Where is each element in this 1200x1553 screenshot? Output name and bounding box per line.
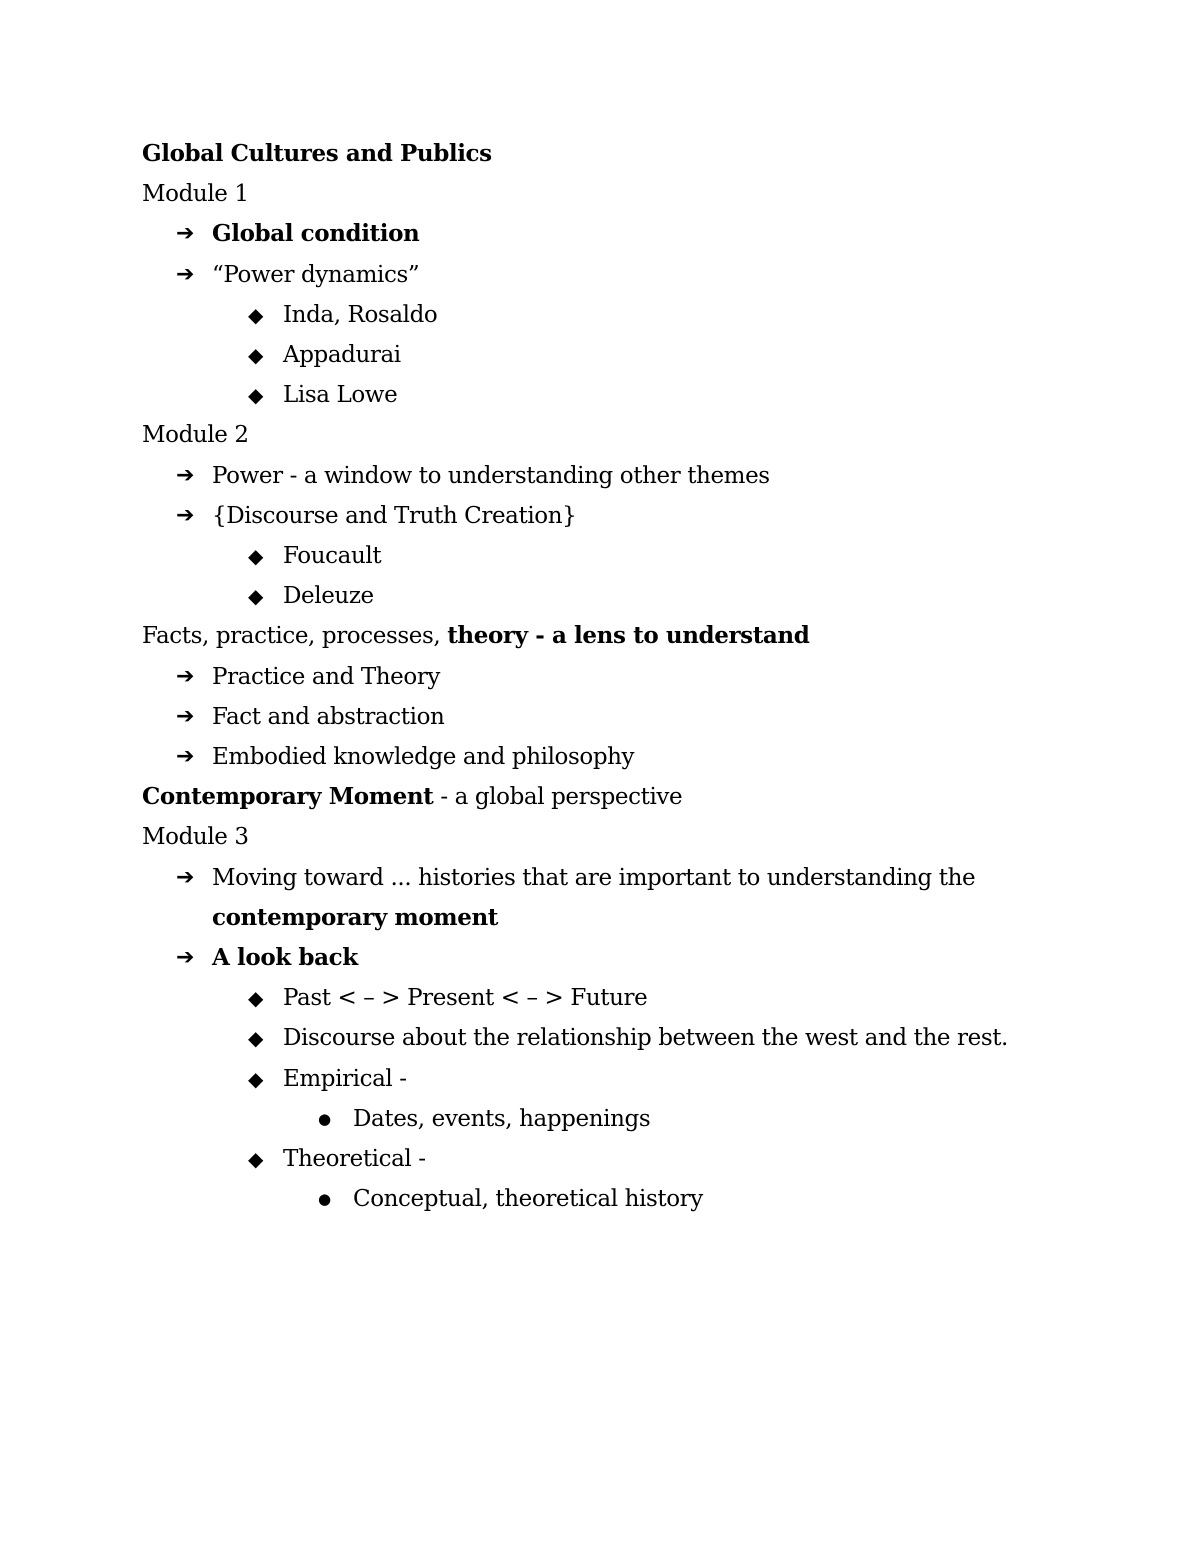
list-item-text: Foucault bbox=[283, 543, 382, 570]
arrow-icon: ➔ bbox=[176, 744, 195, 770]
list-item bbox=[142, 1059, 1102, 1099]
list-item bbox=[142, 858, 1102, 898]
list-item bbox=[142, 1018, 1102, 1058]
diamond-bullet-icon: ◆ bbox=[248, 544, 263, 569]
list-item-text: Practice and Theory bbox=[212, 663, 441, 690]
list-item bbox=[142, 1099, 1102, 1139]
arrow-icon: ➔ bbox=[176, 864, 195, 890]
list-item-text: Embodied knowledge and philosophy bbox=[212, 744, 635, 771]
list-item bbox=[142, 938, 1102, 978]
list-item bbox=[142, 1139, 1102, 1179]
list-item-continuation: contemporary moment bbox=[212, 903, 498, 931]
diamond-bullet-icon: ◆ bbox=[248, 584, 263, 609]
arrow-icon: ➔ bbox=[176, 703, 195, 729]
arrow-icon: ➔ bbox=[176, 945, 195, 971]
contemporary-heading-plain: - a global perspective bbox=[433, 784, 683, 811]
list-item-text: Deleuze bbox=[283, 583, 374, 610]
list-item bbox=[142, 536, 1102, 576]
facts-heading-bold: theory - a lens to understand bbox=[447, 622, 810, 650]
list-item-text: Past < – > Present < – > Future bbox=[283, 985, 648, 1012]
list-item bbox=[142, 255, 1102, 295]
module-3-heading: Module 3 bbox=[142, 824, 249, 851]
list-item-text: {Discourse and Truth Creation} bbox=[212, 502, 577, 529]
list-item bbox=[142, 456, 1102, 496]
list-item-text: Global condition bbox=[212, 220, 420, 248]
module-2-heading: Module 2 bbox=[142, 422, 249, 449]
diamond-bullet-icon: ◆ bbox=[248, 302, 263, 327]
diamond-bullet-icon: ◆ bbox=[248, 383, 263, 408]
diamond-bullet-icon: ◆ bbox=[248, 986, 263, 1011]
list-item bbox=[142, 978, 1102, 1018]
facts-heading-plain: Facts, practice, processes, bbox=[142, 623, 448, 650]
list-item bbox=[142, 697, 1102, 737]
list-item-text: Conceptual, theoretical history bbox=[353, 1186, 703, 1213]
list-item-text: Dates, events, happenings bbox=[353, 1105, 651, 1132]
arrow-icon: ➔ bbox=[176, 221, 195, 247]
list-item bbox=[142, 657, 1102, 697]
list-item-text: Empirical - bbox=[283, 1065, 407, 1092]
arrow-icon: ➔ bbox=[176, 502, 195, 528]
module-1-heading: Module 1 bbox=[142, 181, 249, 208]
diamond-bullet-icon: ◆ bbox=[248, 1066, 263, 1091]
arrow-icon: ➔ bbox=[176, 663, 195, 689]
arrow-icon: ➔ bbox=[176, 462, 195, 488]
list-item bbox=[142, 1179, 1102, 1219]
list-item bbox=[142, 576, 1102, 616]
arrow-icon: ➔ bbox=[176, 261, 195, 287]
document-title: Global Cultures and Publics bbox=[142, 140, 492, 167]
contemporary-heading bbox=[142, 777, 1102, 817]
list-item-text: Inda, Rosaldo bbox=[283, 301, 438, 328]
list-item bbox=[142, 737, 1102, 777]
list-item-text: Lisa Lowe bbox=[283, 382, 398, 409]
list-item-text: Appadurai bbox=[283, 342, 401, 369]
list-item-text: A look back bbox=[212, 944, 358, 972]
list-item-text: Power - a window to understanding other themes bbox=[212, 462, 770, 489]
list-item bbox=[142, 295, 1102, 335]
facts-heading bbox=[142, 616, 1102, 656]
contemporary-heading-bold: Contemporary Moment bbox=[142, 783, 434, 811]
document-body bbox=[142, 134, 1102, 1219]
diamond-bullet-icon: ◆ bbox=[248, 1147, 263, 1172]
list-item-text: Moving toward ... histories that are important to understanding the bbox=[212, 864, 976, 891]
diamond-bullet-icon: ◆ bbox=[248, 1026, 263, 1051]
list-item bbox=[142, 214, 1102, 254]
round-bullet-icon: ● bbox=[318, 1109, 331, 1128]
list-item-text: Fact and abstraction bbox=[212, 703, 445, 730]
list-item bbox=[142, 375, 1102, 415]
round-bullet-icon: ● bbox=[318, 1190, 331, 1209]
list-item-text: Discourse about the relationship between the west and the rest. bbox=[283, 1025, 1008, 1052]
diamond-bullet-icon: ◆ bbox=[248, 343, 263, 368]
list-item bbox=[142, 496, 1102, 536]
list-item bbox=[142, 335, 1102, 375]
list-item-text: Theoretical - bbox=[283, 1146, 426, 1173]
list-item-text: “Power dynamics” bbox=[212, 261, 420, 288]
